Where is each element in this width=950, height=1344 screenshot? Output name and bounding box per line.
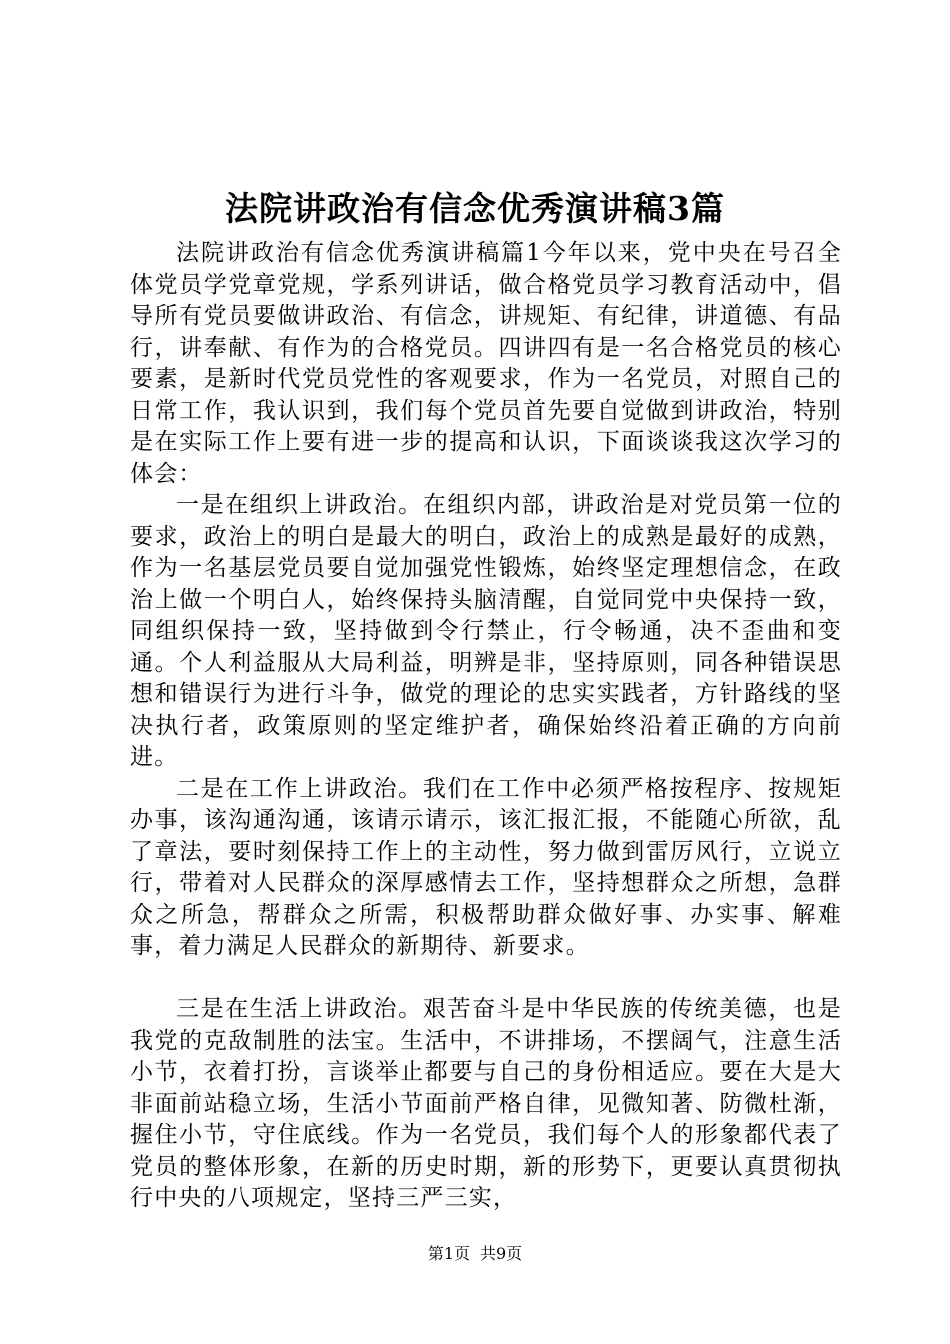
document-title: 法院讲政治有信念优秀演讲稿3篇 [225, 189, 725, 228]
document-body [130, 238, 842, 1215]
paragraph-organization: 一是在组织上讲政治。在组织内部，讲政治是对党员第一位的要求，政治上的明白是最大的明白，政治上的成熟是最好的成熟，作为一名基层党员要自觉加强党性锻炼，始终坚定理想信念，在政治上做一个明白人，始终保持头脑清醒，自觉同党中央保持一致，同组织保持一致，坚持做到令行禁止，行令畅通，决不歪曲和变通。个人利益服从大局利益，明辨是非，坚持原则，同各种错误思想和错误行为进行斗争，做党的理论的忠实实践者，方针路线的坚决执行者，政策原则的坚定维护者，确保始终沿着正确的方向前进。 [130, 492, 842, 770]
page-footer [0, 1242, 950, 1266]
paragraph-intro: 法院讲政治有信念优秀演讲稿篇1今年以来，党中央在号召全体党员学党章党规，学系列讲话，做合格党员学习教育活动中，倡导所有党员要做讲政治、有信念，讲规矩、有纪律，讲道德、有品行，讲奉献、有作为的合格党员。四讲四有是一名合格党员的核心要素，是新时代党员党性的客观要求，作为一名党员，对照自己的日常工作，我认识到，我们每个党员首先要自觉做到讲政治，特别是在实际工作上要有进一步的提高和认识，下面谈谈我这次学习的体会： [130, 240, 842, 487]
paragraph-work: 二是在工作上讲政治。我们在工作中必须严格按程序、按规矩办事，该沟通沟通，该请示请示，该汇报汇报，不能随心所欲，乱了章法，要时刻保持工作上的主动性，努力做到雷厉风行，立说立行，带着对人民群众的深厚感情去工作，坚持想群众之所想，急群众之所急，帮群众之所需，积极帮助群众做好事、办实事、解难事，着力满足人民群众的新期待、新要求。 [130, 775, 842, 959]
page-number: 第1页 [427, 1244, 470, 1263]
page-total: 共9页 [480, 1244, 523, 1263]
paragraph-life: 三是在生活上讲政治。艰苦奋斗是中华民族的传统美德，也是我党的克敌制胜的法宝。生活中，不讲排场，不摆阔气，注意生活小节，衣着打扮，言谈举止都要与自己的身份相适应。要在大是大非面前站稳立场，生活小节面前严格自律，见微知著、防微杜渐，握住小节，守住底线。作为一名党员，我们每个人的形象都代表了党员的整体形象，在新的历史时期，新的形势下，更要认真贯彻执行中央的八项规定，坚持三严三实， [130, 996, 842, 1211]
